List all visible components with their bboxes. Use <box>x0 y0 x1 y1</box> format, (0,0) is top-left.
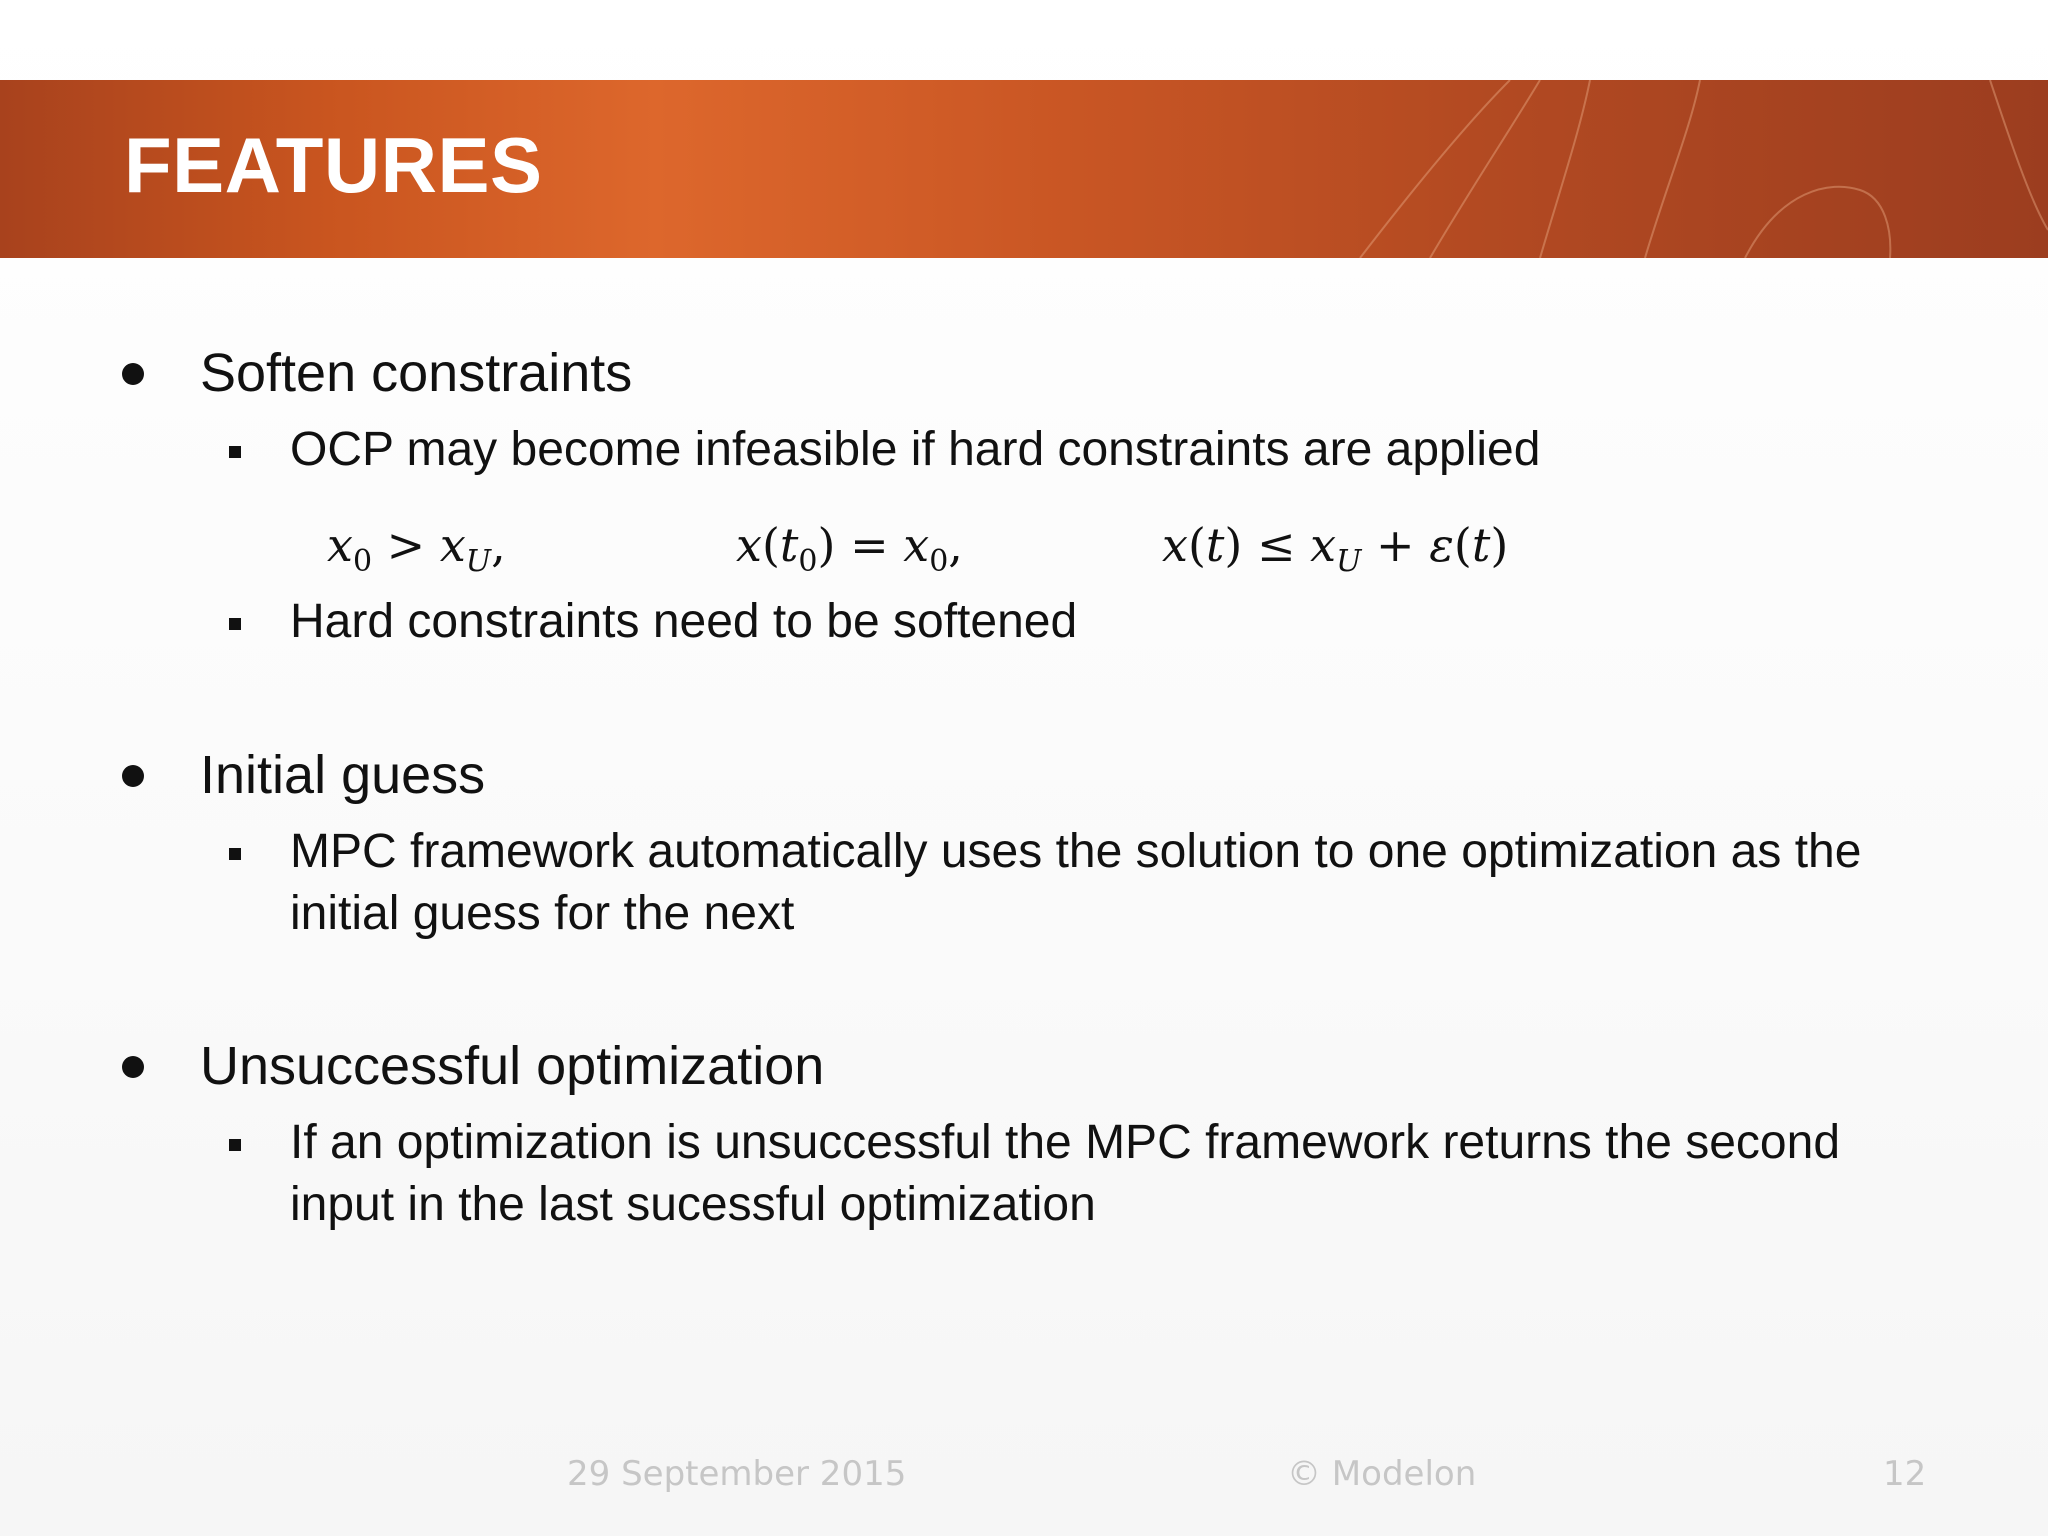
equation-initial-condition: $x(t_0) = x_0$, <box>736 518 963 579</box>
sub-bullet-mpc-initial-guess: MPC framework automatically uses the solution to one optimization as the initial guess for the next <box>290 825 1862 940</box>
sub-bullet-ocp-infeasible: OCP may become infeasible if hard constraints are applied <box>290 423 1541 476</box>
footer-date: 29 September 2015 <box>567 1454 907 1494</box>
bullet-initial-guess: Initial guess <box>200 745 486 805</box>
bullet-dot <box>122 1056 144 1078</box>
footer-page-number: 12 <box>1883 1454 1927 1494</box>
footer-copyright: © Modelon <box>1287 1454 1477 1494</box>
sub-bullet-square <box>229 848 241 860</box>
equation-soft-constraint: $x(t) \le x_U + \varepsilon(t)$ <box>1162 518 1509 579</box>
bullet-soften-constraints: Soften constraints <box>200 343 633 403</box>
sub-bullet-hard-constraints-softened: Hard constraints need to be softened <box>290 595 1078 648</box>
bullet-dot <box>122 765 144 787</box>
bullet-unsuccessful-optimization: Unsuccessful optimization <box>200 1036 825 1096</box>
sub-bullet-mpc-returns-second-input: If an optimization is unsuccessful the MPC framework returns the second input in the last sucessful optimization <box>290 1116 1841 1231</box>
sub-bullet-square <box>229 1139 241 1151</box>
equation-initial-exceeds-bound: $x_0 > x_U$, <box>327 518 506 579</box>
bullet-dot <box>122 363 144 385</box>
slide-title: FEATURES <box>124 121 543 209</box>
sub-bullet-square <box>229 446 241 458</box>
sub-bullet-square <box>229 618 241 630</box>
